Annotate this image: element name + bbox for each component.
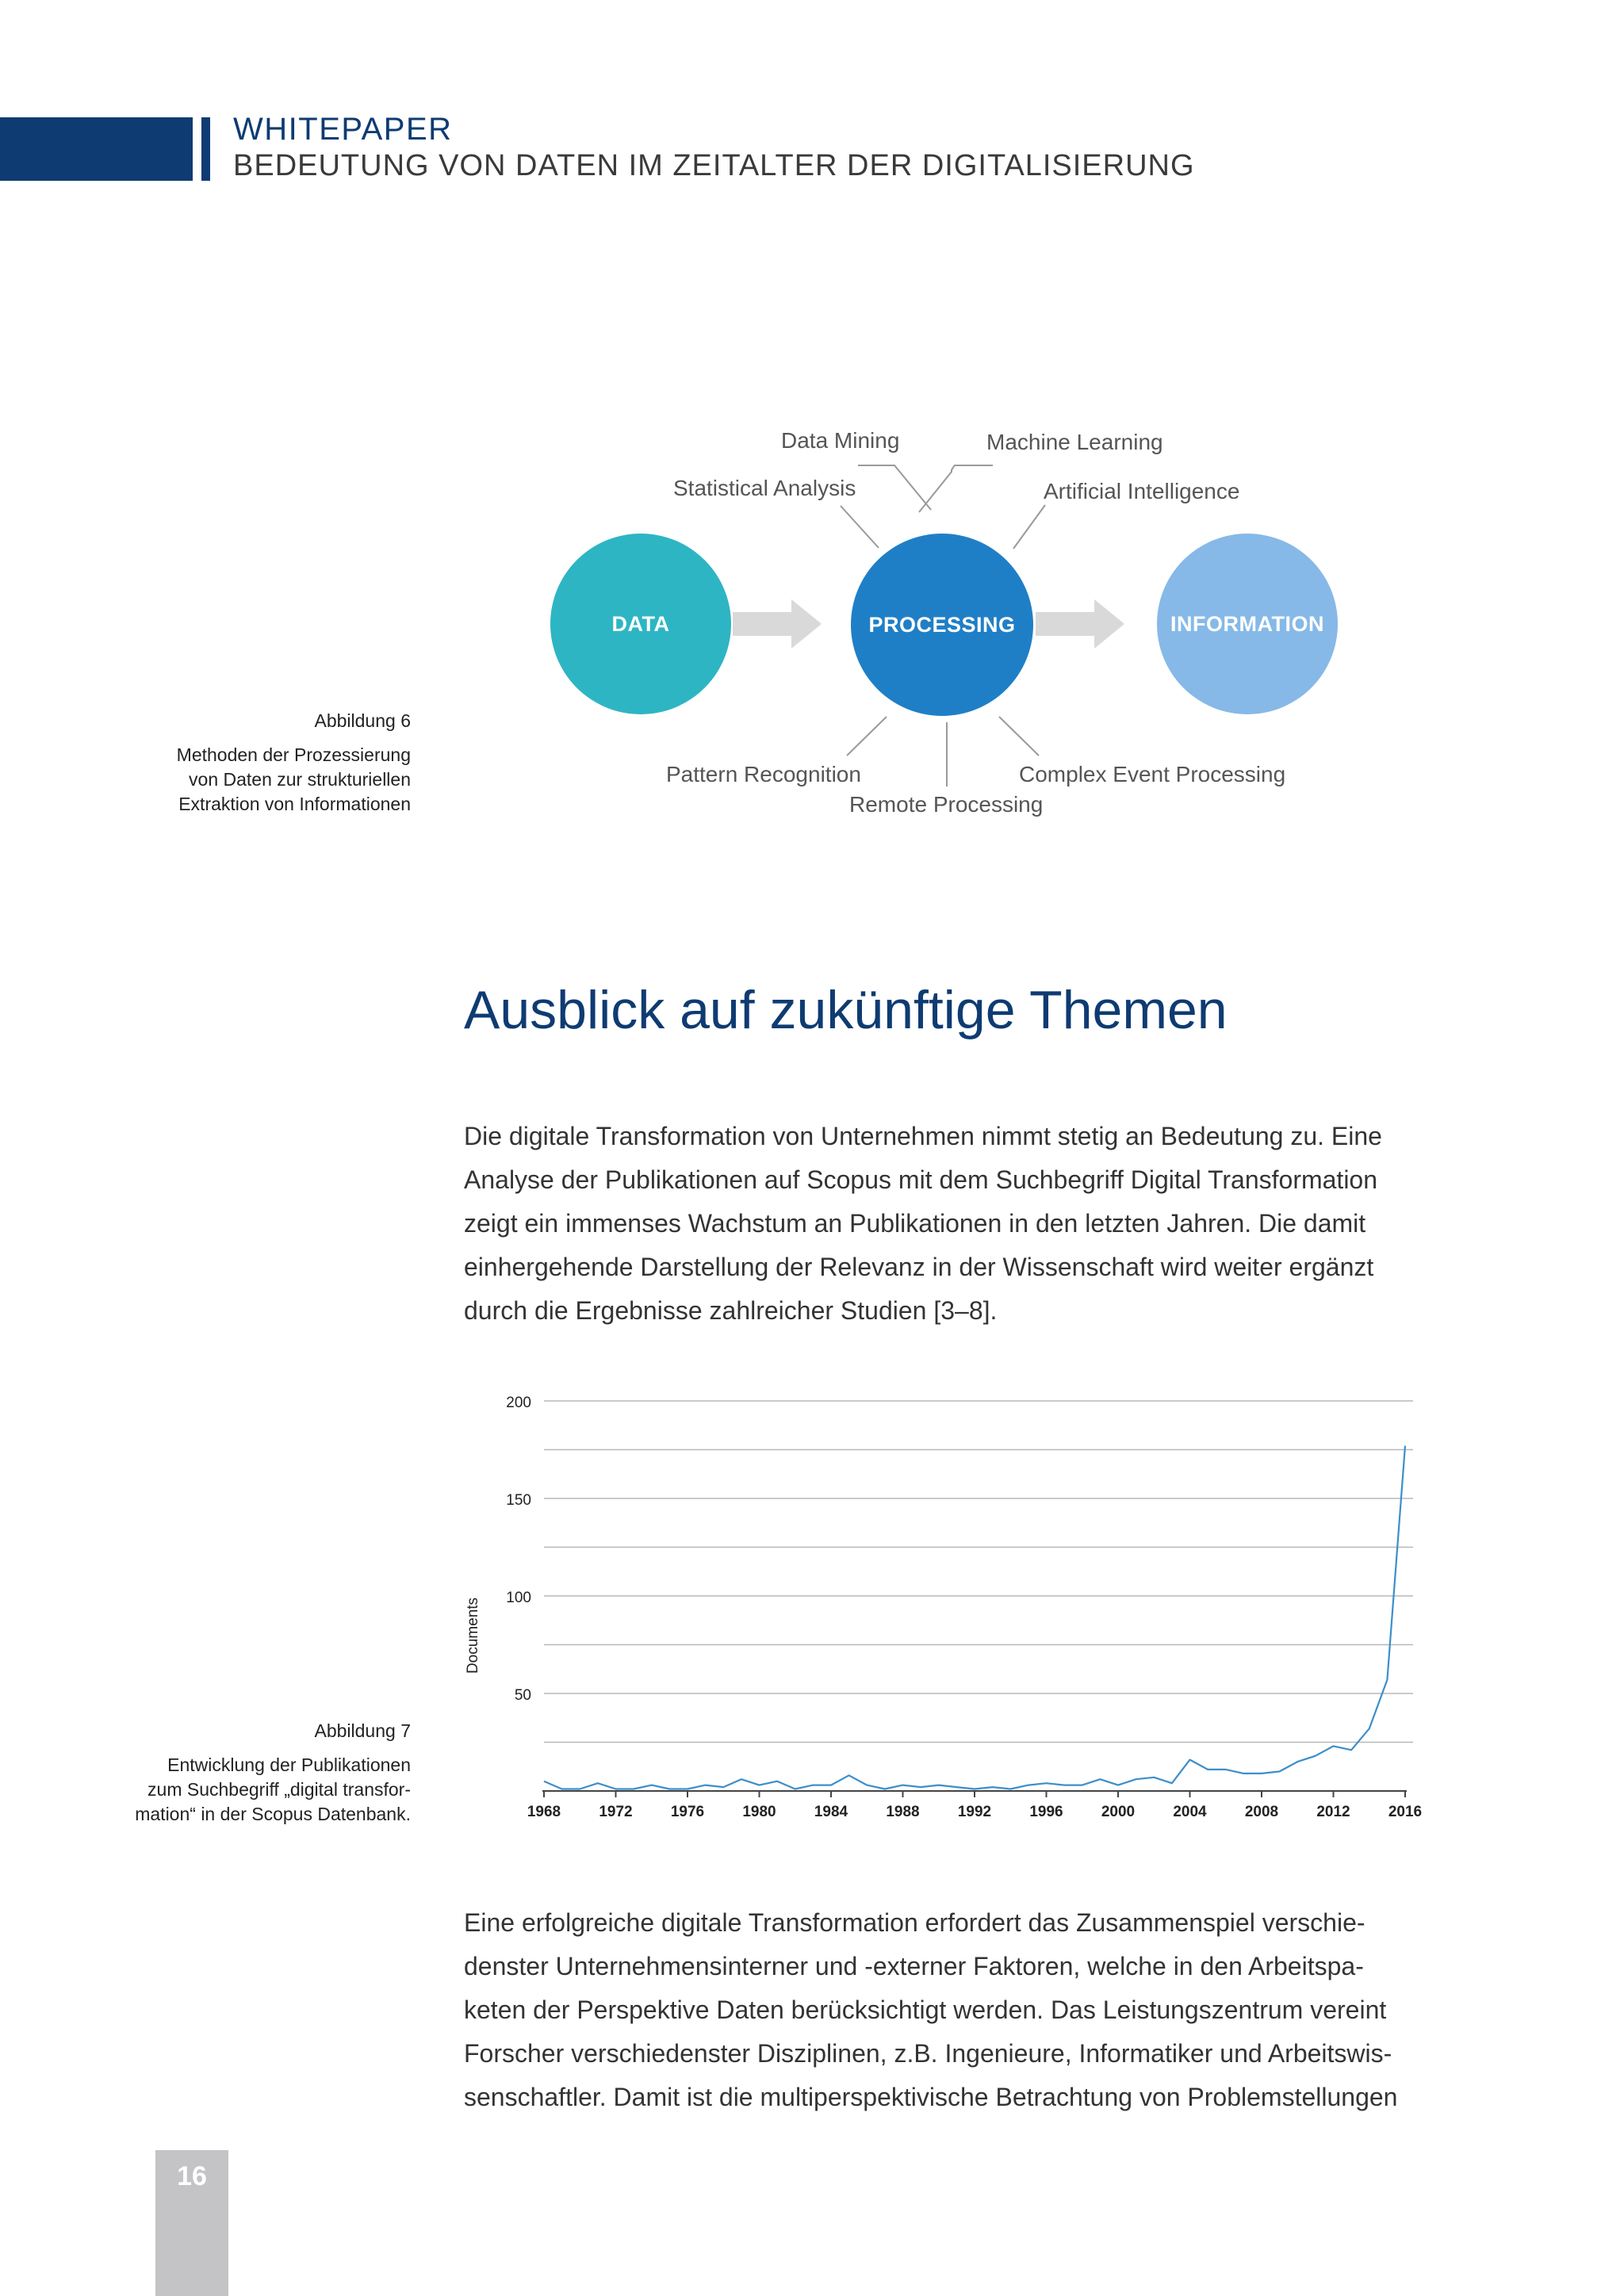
figure7-caption — [135, 1719, 411, 1827]
paragraph-line: denster Unternehmensinterner und -externer Faktoren, welche in den Arbeitspa- — [464, 1952, 1364, 1980]
connector-machine-learning — [919, 465, 993, 512]
paragraph-line: Analyse der Publikationen auf Scopus mit dem Suchbegriff Digital Transformation — [464, 1165, 1378, 1194]
information-node-label: INFORMATION — [1170, 611, 1324, 636]
arrow-processing-to-information — [1036, 599, 1124, 649]
paragraph-1 — [464, 1115, 1431, 1333]
paragraph-line: zeigt ein immenses Wachstum an Publikationen in den letzten Jahren. Die damit — [464, 1209, 1366, 1238]
paragraph-line: Eine erfolgreiche digitale Transformation erfordert das Zusammenspiel verschie- — [464, 1908, 1365, 1937]
x-tick-label: 1992 — [957, 1804, 992, 1820]
method-pattern-recognition: Pattern Recognition — [666, 762, 861, 786]
arrow-data-to-processing — [733, 599, 822, 649]
figure7-chart — [444, 1372, 1427, 1831]
connector-statistical-analysis — [841, 506, 879, 548]
x-tick-label: 1996 — [1029, 1804, 1063, 1820]
x-tick-label: 1972 — [599, 1804, 633, 1820]
figure6-caption — [177, 709, 411, 817]
connector-pattern-recognition — [847, 717, 887, 756]
x-tick-label: 1984 — [814, 1804, 848, 1820]
x-tick-label: 2012 — [1316, 1804, 1350, 1820]
connector-complex-event — [999, 717, 1039, 756]
method-remote-processing: Remote Processing — [849, 792, 1044, 817]
page-number: 16 — [177, 2161, 207, 2191]
figure7-caption-line: mation“ in der Scopus Datenbank. — [135, 1804, 411, 1824]
information-node — [1157, 534, 1338, 714]
x-tick-label: 1988 — [886, 1804, 920, 1820]
header-title: WHITEPAPER — [233, 112, 453, 147]
figure7-caption-line: Entwicklung der Publikationen — [167, 1755, 411, 1775]
header-subtitle: BEDEUTUNG VON DATEN IM ZEITALTER DER DIGITALISIERUNG — [233, 149, 1195, 182]
series-line — [544, 1446, 1405, 1789]
method-artificial-intelligence: Artificial Intelligence — [1044, 479, 1240, 503]
method-data-mining: Data Mining — [781, 428, 900, 453]
x-tick-label: 2016 — [1388, 1804, 1423, 1820]
method-complex-event-processing: Complex Event Processing — [1019, 762, 1286, 786]
section-title: Ausblick auf zukünftige Themen — [464, 980, 1228, 1040]
data-node-label: DATA — [611, 611, 670, 636]
x-tick-label: 2008 — [1244, 1804, 1279, 1820]
x-tick-label: 1968 — [527, 1804, 561, 1820]
y-tick-label: 200 — [506, 1395, 531, 1411]
connector-data-mining — [858, 465, 931, 510]
figure6-caption-line: von Daten zur strukturiellen — [189, 769, 411, 790]
y-tick-label: 100 — [506, 1590, 531, 1606]
figure7-caption-line: zum Suchbegriff „digital transfor- — [147, 1779, 411, 1800]
y-tick-label: 50 — [514, 1687, 531, 1704]
method-machine-learning: Machine Learning — [986, 430, 1163, 454]
paragraph-line: keten der Perspektive Daten berücksichtigt werden. Das Leistungszentrum vereint — [464, 1996, 1387, 2024]
figure6-caption-line: Methoden der Prozessierung — [176, 744, 411, 765]
paragraph-2 — [464, 1901, 1431, 2119]
y-tick-label: 150 — [506, 1492, 531, 1509]
figure6-caption-line: Extraktion von Informationen — [178, 794, 411, 814]
processing-node-label: PROCESSING — [868, 612, 1016, 637]
x-tick-label: 1976 — [670, 1804, 705, 1820]
processing-node — [851, 534, 1033, 716]
data-node — [550, 534, 731, 714]
paragraph-line: durch die Ergebnisse zahlreicher Studien [3–8]. — [464, 1296, 998, 1325]
x-tick-label: 2004 — [1173, 1804, 1207, 1820]
connector-artificial-intelligence — [1013, 505, 1045, 549]
paragraph-line: einhergehende Darstellung der Relevanz in der Wissenschaft wird weiter ergänzt — [464, 1253, 1374, 1281]
x-tick-label: 2000 — [1101, 1804, 1136, 1820]
paragraph-line: senschaftler. Damit ist die multiperspektivische Betrachtung von Problemstellungen — [464, 2083, 1398, 2111]
y-axis-label: Documents — [465, 1597, 481, 1674]
paragraph-line: Die digitale Transformation von Unternehmen nimmt stetig an Bedeutung zu. Eine — [464, 1122, 1382, 1150]
figure7-caption-title: Abbildung 7 — [314, 1720, 411, 1741]
paragraph-line: Forscher verschiedenster Disziplinen, z.B. Ingenieure, Informatiker und Arbeitswis- — [464, 2039, 1392, 2068]
figure6-caption-title: Abbildung 6 — [314, 710, 411, 731]
x-tick-label: 1980 — [742, 1804, 776, 1820]
method-statistical-analysis: Statistical Analysis — [673, 476, 856, 500]
page-number-box — [155, 2150, 228, 2296]
